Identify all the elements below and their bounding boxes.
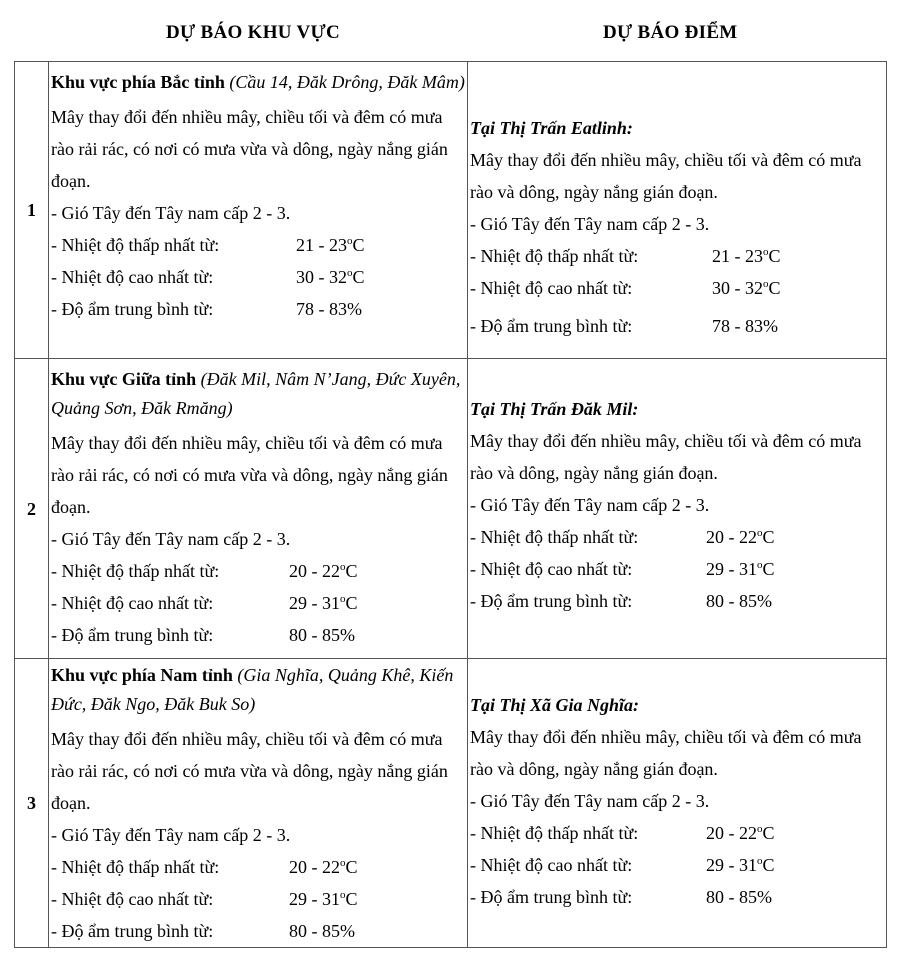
- max-temp-value: 29 - 31$^o$C: [706, 855, 775, 875]
- region-min-temp: [51, 851, 467, 883]
- point-min-temp: [470, 521, 886, 553]
- humidity-value: 78 - 83%: [296, 299, 362, 319]
- point-title: Tại Thị Xã Gia Nghĩa:: [470, 695, 640, 715]
- max-temp-label: - Nhiệt độ cao nhất từ:: [51, 889, 214, 909]
- humidity-value: 80 - 85%: [289, 625, 355, 645]
- min-temp-value: 20 - 22$^o$C: [289, 857, 358, 877]
- humidity-value: 78 - 83%: [712, 316, 778, 336]
- regional-forecast-cell: [49, 62, 468, 359]
- point-title: Tại Thị Trấn Đăk Mil:: [470, 399, 639, 419]
- point-humidity: [470, 585, 886, 617]
- point-humidity: [470, 310, 886, 342]
- point-forecast-header: DỰ BÁO ĐIỂM: [603, 22, 738, 43]
- point-weather: Mây thay đổi đến nhiều mây, chiều tối và đêm có mưa rào và dông, ngày nắng gián đoạn.: [470, 727, 862, 779]
- max-temp-label: - Nhiệt độ cao nhất từ:: [51, 593, 214, 613]
- max-temp-label: - Nhiệt độ cao nhất từ:: [51, 267, 214, 287]
- max-temp-value: 29 - 31$^o$C: [289, 593, 358, 613]
- point-max-temp: [470, 849, 886, 881]
- forecast-table: [14, 61, 887, 948]
- region-areas: (Cầu 14, Đăk Drông, Đăk Mâm): [229, 72, 465, 92]
- point-max-temp: [470, 272, 886, 304]
- regional-forecast-header: DỰ BÁO KHU VỰC: [166, 22, 340, 43]
- region-humidity: [51, 619, 467, 651]
- regional-forecast-cell: [49, 659, 468, 948]
- region-min-temp: [51, 555, 467, 587]
- region-weather: Mây thay đổi đến nhiều mây, chiều tối và đêm có mưa rào rải rác, có nơi có mưa vừa và dông, ngày nắng gián đoạn.: [51, 729, 448, 813]
- region-max-temp: [51, 587, 467, 619]
- region-humidity: [51, 293, 467, 325]
- point-weather: Mây thay đổi đến nhiều mây, chiều tối và đêm có mưa rào và dông, ngày nắng gián đoạn.: [470, 431, 862, 483]
- region-title: [51, 365, 467, 423]
- humidity-label: - Độ ẩm trung bình từ:: [51, 921, 214, 941]
- region-name: Khu vực Giữa tỉnh: [51, 369, 197, 389]
- min-temp-label: - Nhiệt độ thấp nhất từ:: [470, 246, 639, 266]
- row-number: 1: [15, 62, 49, 359]
- humidity-value: 80 - 85%: [706, 591, 772, 611]
- region-areas: (Gia Nghĩa, Quảng Khê, Kiến Đức, Đăk Ngo, Đăk Buk So): [51, 665, 454, 714]
- point-max-temp: [470, 553, 886, 585]
- point-wind: - Gió Tây đến Tây nam cấp 2 - 3.: [470, 791, 710, 811]
- min-temp-label: - Nhiệt độ thấp nhất từ:: [51, 857, 220, 877]
- min-temp-value: 20 - 22$^o$C: [289, 561, 358, 581]
- point-wind: - Gió Tây đến Tây nam cấp 2 - 3.: [470, 495, 710, 515]
- region-title: [51, 68, 467, 97]
- min-temp-label: - Nhiệt độ thấp nhất từ:: [470, 823, 639, 843]
- point-wind: - Gió Tây đến Tây nam cấp 2 - 3.: [470, 214, 710, 234]
- humidity-label: - Độ ẩm trung bình từ:: [51, 625, 214, 645]
- region-max-temp: [51, 261, 467, 293]
- max-temp-label: - Nhiệt độ cao nhất từ:: [470, 855, 633, 875]
- point-forecast-cell: [468, 62, 887, 359]
- region-wind: - Gió Tây đến Tây nam cấp 2 - 3.: [51, 825, 291, 845]
- region-wind: - Gió Tây đến Tây nam cấp 2 - 3.: [51, 203, 291, 223]
- max-temp-label: - Nhiệt độ cao nhất từ:: [470, 559, 633, 579]
- min-temp-value: 20 - 22$^o$C: [706, 527, 775, 547]
- min-temp-label: - Nhiệt độ thấp nhất từ:: [51, 235, 220, 255]
- row-number: 3: [15, 659, 49, 948]
- point-forecast-cell: [468, 359, 887, 659]
- region-title: [51, 661, 467, 719]
- humidity-label: - Độ ẩm trung bình từ:: [470, 887, 633, 907]
- region-name: Khu vực phía Nam tỉnh: [51, 665, 233, 685]
- max-temp-value: 29 - 31$^o$C: [706, 559, 775, 579]
- humidity-label: - Độ ẩm trung bình từ:: [470, 316, 633, 336]
- region-wind: - Gió Tây đến Tây nam cấp 2 - 3.: [51, 529, 291, 549]
- point-title: Tại Thị Trấn Eatlinh:: [470, 118, 633, 138]
- point-min-temp: [470, 240, 886, 272]
- max-temp-value: 30 - 32$^o$C: [712, 278, 781, 298]
- max-temp-label: - Nhiệt độ cao nhất từ:: [470, 278, 633, 298]
- point-weather: Mây thay đổi đến nhiều mây, chiều tối và đêm có mưa rào và dông, ngày nắng gián đoạn.: [470, 150, 862, 202]
- min-temp-value: 21 - 23$^o$C: [296, 235, 365, 255]
- humidity-value: 80 - 85%: [289, 921, 355, 941]
- region-min-temp: [51, 229, 467, 261]
- humidity-label: - Độ ẩm trung bình từ:: [51, 299, 214, 319]
- region-humidity: [51, 915, 467, 947]
- forecast-row-2: [15, 359, 887, 659]
- max-temp-value: 30 - 32$^o$C: [296, 267, 365, 287]
- forecast-row-1: [15, 62, 887, 359]
- min-temp-label: - Nhiệt độ thấp nhất từ:: [51, 561, 220, 581]
- forecast-row-3: [15, 659, 887, 948]
- region-weather: Mây thay đổi đến nhiều mây, chiều tối và đêm có mưa rào rải rác, có nơi có mưa vừa và dông, ngày nắng gián đoạn.: [51, 107, 448, 191]
- point-forecast-cell: [468, 659, 887, 948]
- max-temp-value: 29 - 31$^o$C: [289, 889, 358, 909]
- humidity-value: 80 - 85%: [706, 887, 772, 907]
- point-min-temp: [470, 817, 886, 849]
- region-name: Khu vực phía Bắc tỉnh: [51, 72, 225, 92]
- region-areas: (Đăk Mil, Nâm N’Jang, Đức Xuyên, Quảng Sơn, Đăk Rmăng): [51, 369, 461, 418]
- region-max-temp: [51, 883, 467, 915]
- humidity-label: - Độ ẩm trung bình từ:: [470, 591, 633, 611]
- region-weather: Mây thay đổi đến nhiều mây, chiều tối và đêm có mưa rào rải rác, có nơi có mưa vừa và dông, ngày nắng gián đoạn.: [51, 433, 448, 517]
- regional-forecast-cell: [49, 359, 468, 659]
- min-temp-value: 21 - 23$^o$C: [712, 246, 781, 266]
- row-number: 2: [15, 359, 49, 659]
- min-temp-value: 20 - 22$^o$C: [706, 823, 775, 843]
- point-humidity: [470, 881, 886, 913]
- min-temp-label: - Nhiệt độ thấp nhất từ:: [470, 527, 639, 547]
